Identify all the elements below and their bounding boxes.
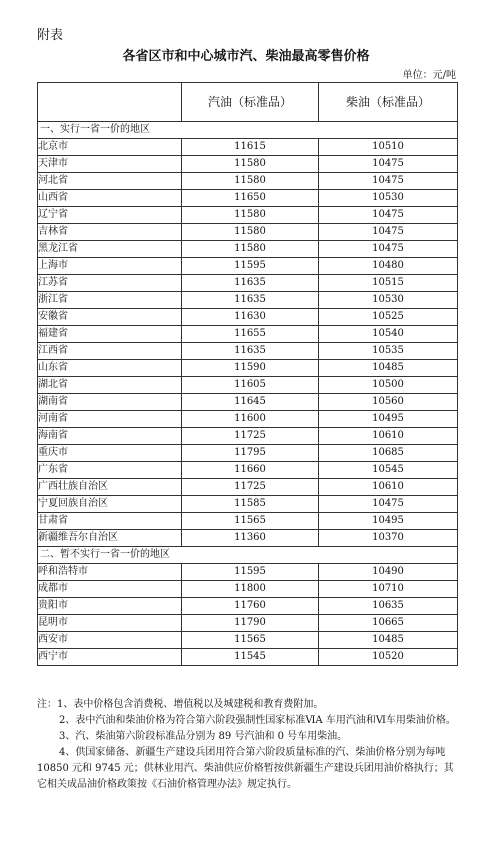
table-row: [38, 496, 458, 513]
table-header-row: [38, 83, 458, 122]
gasoline-price-cell: 11800: [182, 581, 319, 598]
region-name-cell: 辽宁省: [38, 207, 182, 224]
diesel-price-cell: 10665: [319, 615, 458, 632]
table-row: [38, 309, 458, 326]
gasoline-price-cell: 11615: [182, 139, 319, 156]
diesel-price-cell: 10610: [319, 479, 458, 496]
diesel-column-header: 柴油（标准品）: [319, 83, 458, 122]
gasoline-price-cell: 11795: [182, 445, 319, 462]
diesel-price-cell: 10495: [319, 411, 458, 428]
gasoline-price-cell: 11645: [182, 394, 319, 411]
section-row: [38, 547, 458, 564]
region-name-cell: 浙江省: [38, 292, 182, 309]
diesel-price-cell: 10500: [319, 377, 458, 394]
region-name-cell: 黑龙江省: [38, 241, 182, 258]
table-row: [38, 513, 458, 530]
diesel-price-cell: 10475: [319, 224, 458, 241]
gasoline-price-cell: 11360: [182, 530, 319, 547]
region-name-cell: 天津市: [38, 156, 182, 173]
region-name-cell: 广西壮族自治区: [38, 479, 182, 496]
table-row: [38, 428, 458, 445]
region-name-cell: 呼和浩特市: [38, 564, 182, 581]
section-label: 二、暂不实行一省一价的地区: [38, 547, 458, 564]
region-name-cell: 湖南省: [38, 394, 182, 411]
gasoline-price-cell: 11650: [182, 190, 319, 207]
region-name-cell: 西宁市: [38, 649, 182, 666]
gasoline-price-cell: 11580: [182, 241, 319, 258]
note-3: 3、汽、柴油第六阶段标准品分别为 89 号汽油和 0 号车用柴油。: [59, 731, 348, 742]
gasoline-price-cell: 11580: [182, 173, 319, 190]
region-name-cell: 上海市: [38, 258, 182, 275]
diesel-price-cell: 10685: [319, 445, 458, 462]
note-4: 4、供国家储备、新疆生产建设兵团用符合第六阶段质量标准的汽、柴油价格分别为每吨 10850 元和 9745 元；供林业用汽、柴油供应价格暂按供新疆生产建设兵团用油价格执行；其它相关成品油价格政策按《石油价格管理办法》规定执行。: [37, 747, 454, 790]
gasoline-price-cell: 11545: [182, 649, 319, 666]
table-row: [38, 411, 458, 428]
table-row: [38, 173, 458, 190]
region-name-cell: 河南省: [38, 411, 182, 428]
diesel-price-cell: 10475: [319, 173, 458, 190]
table-row: [38, 615, 458, 632]
region-name-cell: 北京市: [38, 139, 182, 156]
table-row: [38, 598, 458, 615]
gasoline-price-cell: 11605: [182, 377, 319, 394]
table-row: [38, 343, 458, 360]
section-label: 一、实行一省一价的地区: [38, 122, 458, 139]
region-name-cell: 贵阳市: [38, 598, 182, 615]
notes: [37, 697, 461, 793]
gasoline-price-cell: 11725: [182, 479, 319, 496]
table-row: [38, 581, 458, 598]
region-name-cell: 海南省: [38, 428, 182, 445]
gasoline-price-cell: 11565: [182, 632, 319, 649]
unit-label: 单位：元/吨: [402, 70, 456, 81]
table-row: [38, 241, 458, 258]
gasoline-price-cell: 11580: [182, 207, 319, 224]
note-2: 2、表中汽油和柴油价格为符合第六阶段强制性国家标准ⅥA 车用汽油和Ⅵ车用柴油价格。: [59, 715, 456, 726]
region-name-cell: 江苏省: [38, 275, 182, 292]
region-name-cell: 江西省: [38, 343, 182, 360]
table-row: [38, 292, 458, 309]
diesel-price-cell: 10540: [319, 326, 458, 343]
diesel-price-cell: 10490: [319, 564, 458, 581]
region-name-cell: 山西省: [38, 190, 182, 207]
gasoline-price-cell: 11580: [182, 224, 319, 241]
region-name-cell: 山东省: [38, 360, 182, 377]
diesel-price-cell: 10485: [319, 632, 458, 649]
gasoline-price-cell: 11595: [182, 258, 319, 275]
diesel-price-cell: 10635: [319, 598, 458, 615]
table-row: [38, 275, 458, 292]
gasoline-price-cell: 11595: [182, 564, 319, 581]
price-table-body: [38, 122, 458, 666]
table-row: [38, 139, 458, 156]
gasoline-price-cell: 11590: [182, 360, 319, 377]
region-name-cell: 河北省: [38, 173, 182, 190]
gasoline-price-cell: 11630: [182, 309, 319, 326]
table-row: [38, 462, 458, 479]
diesel-price-cell: 10510: [319, 139, 458, 156]
gasoline-price-cell: 11725: [182, 428, 319, 445]
appendix-heading: 附表: [37, 28, 64, 43]
region-name-cell: 西安市: [38, 632, 182, 649]
table-row: [38, 156, 458, 173]
region-name-cell: 重庆市: [38, 445, 182, 462]
table-row: [38, 258, 458, 275]
table-row: [38, 360, 458, 377]
diesel-price-cell: 10525: [319, 309, 458, 326]
diesel-price-cell: 10475: [319, 496, 458, 513]
table-row: [38, 190, 458, 207]
price-table: [37, 82, 458, 666]
gasoline-column-header: 汽油（标准品）: [182, 83, 319, 122]
region-name-cell: 宁夏回族自治区: [38, 496, 182, 513]
region-name-cell: 湖北省: [38, 377, 182, 394]
gasoline-price-cell: 11790: [182, 615, 319, 632]
gasoline-price-cell: 11635: [182, 292, 319, 309]
diesel-price-cell: 10530: [319, 190, 458, 207]
diesel-price-cell: 10475: [319, 156, 458, 173]
diesel-price-cell: 10710: [319, 581, 458, 598]
table-row: [38, 649, 458, 666]
diesel-price-cell: 10610: [319, 428, 458, 445]
diesel-price-cell: 10515: [319, 275, 458, 292]
gasoline-price-cell: 11585: [182, 496, 319, 513]
region-column-header: [38, 83, 182, 122]
diesel-price-cell: 10530: [319, 292, 458, 309]
diesel-price-cell: 10475: [319, 207, 458, 224]
table-row: [38, 224, 458, 241]
gasoline-price-cell: 11635: [182, 275, 319, 292]
gasoline-price-cell: 11600: [182, 411, 319, 428]
region-name-cell: 昆明市: [38, 615, 182, 632]
gasoline-price-cell: 11565: [182, 513, 319, 530]
table-row: [38, 564, 458, 581]
diesel-price-cell: 10520: [319, 649, 458, 666]
table-row: [38, 394, 458, 411]
region-name-cell: 安徽省: [38, 309, 182, 326]
gasoline-price-cell: 11655: [182, 326, 319, 343]
diesel-price-cell: 10370: [319, 530, 458, 547]
table-row: [38, 632, 458, 649]
page-title: 各省区市和中心城市汽、柴油最高零售价格: [122, 49, 370, 64]
region-name-cell: 福建省: [38, 326, 182, 343]
diesel-price-cell: 10495: [319, 513, 458, 530]
table-row: [38, 445, 458, 462]
table-row: [38, 326, 458, 343]
diesel-price-cell: 10545: [319, 462, 458, 479]
diesel-price-cell: 10480: [319, 258, 458, 275]
diesel-price-cell: 10535: [319, 343, 458, 360]
section-row: [38, 122, 458, 139]
region-name-cell: 甘肃省: [38, 513, 182, 530]
diesel-price-cell: 10475: [319, 241, 458, 258]
table-row: [38, 377, 458, 394]
gasoline-price-cell: 11660: [182, 462, 319, 479]
table-row: [38, 530, 458, 547]
gasoline-price-cell: 11580: [182, 156, 319, 173]
gasoline-price-cell: 11760: [182, 598, 319, 615]
diesel-price-cell: 10485: [319, 360, 458, 377]
note-1: 注：1、表中价格包含消费税、增值税以及城建税和教育费附加。: [37, 699, 324, 710]
table-row: [38, 479, 458, 496]
gasoline-price-cell: 11635: [182, 343, 319, 360]
region-name-cell: 成都市: [38, 581, 182, 598]
table-row: [38, 207, 458, 224]
region-name-cell: 新疆维吾尔自治区: [38, 530, 182, 547]
region-name-cell: 广东省: [38, 462, 182, 479]
diesel-price-cell: 10560: [319, 394, 458, 411]
region-name-cell: 吉林省: [38, 224, 182, 241]
